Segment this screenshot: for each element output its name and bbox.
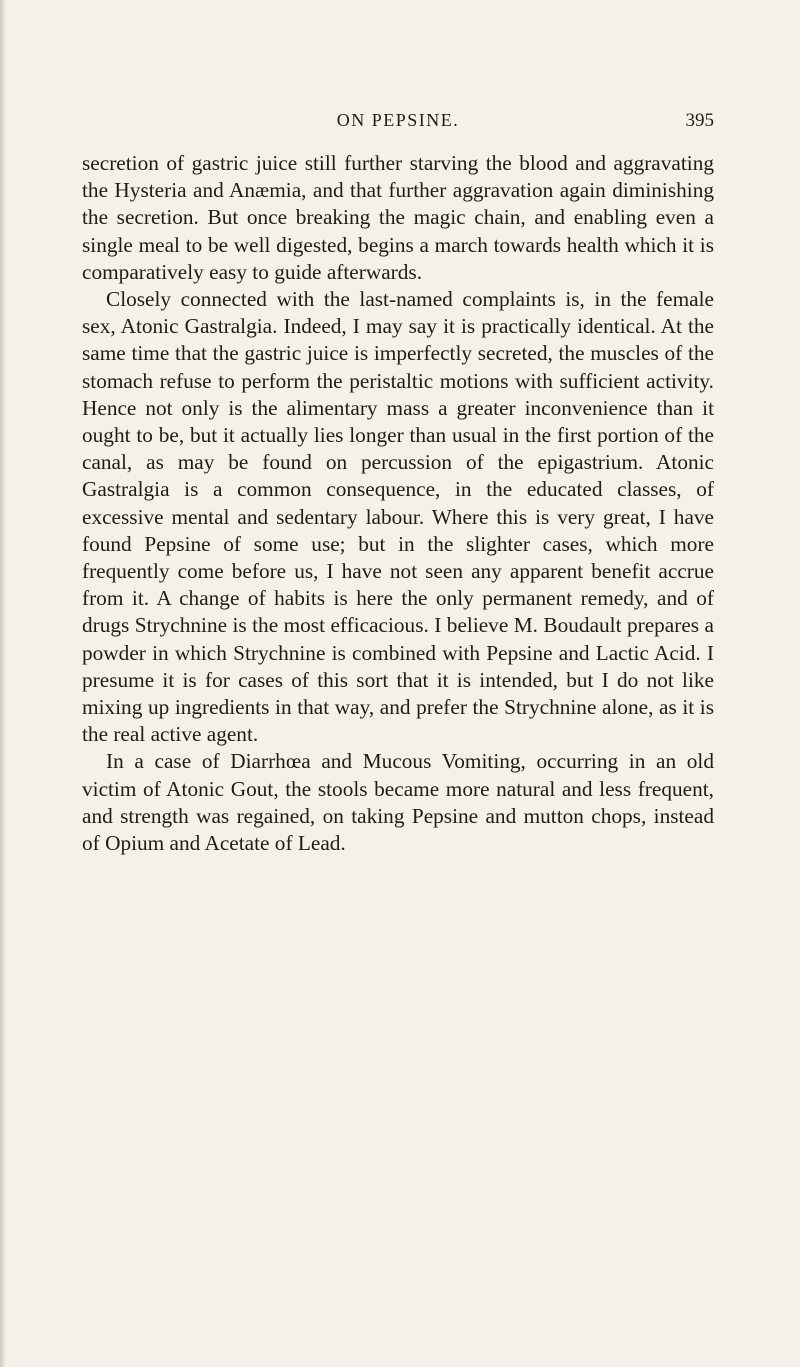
- running-head: [82, 110, 714, 136]
- paragraph-atonic-gastralgia: Closely connected with the last-named complaints is, in the female sex, Atonic Gastralgia. Indeed, I may say it is practically identical. At the same time that the gastric juice is imperfectly secreted, the muscles of the stomach refuse to perform the peristaltic motions with sufficient activity. Hence not only is the alimentary mass a greater inconvenience than it ought to be, but it actually lies longer than usual in the first portion of the canal, as may be found on percussion of the epigastrium. Atonic Gastralgia is a common consequence, in the educated classes, of excessive mental and sedentary labour. Where this is very great, I have found Pepsine of some use; but in the slighter cases, which more frequently come before us, I have not seen any apparent benefit accrue from it. A change of habits is here the only permanent remedy, and of drugs Strychnine is the most efficacious. I believe M. Boudault prepares a powder in which Strychnine is combined with Pepsine and Lactic Acid. I presume it is for cases of this sort that it is intended, but I do not like mixing up ingredients in that way, and prefer the Strychnine alone, as it is the real active agent.: [82, 287, 714, 747]
- body-text: [82, 150, 714, 857]
- paragraph-diarrhoea-case: In a case of Diarrhœa and Mucous Vomiting, occurring in an old victim of Atonic Gout, the stools became more natural and less frequent, and strength was regained, on taking Pepsine and mutton chops, instead of Opium and Acetate of Lead.: [82, 749, 714, 856]
- page-number: 395: [685, 110, 714, 131]
- paragraph-continuation: secretion of gastric juice still further starving the blood and aggravating the Hysteria and Anæmia, and that further aggravation again diminishing the secretion. But once breaking the magic chain, and enabling even a single meal to be well digested, begins a march towards health which it is comparatively easy to guide afterwards.: [82, 151, 714, 284]
- page-gutter-shadow: [0, 0, 6, 1367]
- running-title: ON PEPSINE.: [336, 110, 460, 130]
